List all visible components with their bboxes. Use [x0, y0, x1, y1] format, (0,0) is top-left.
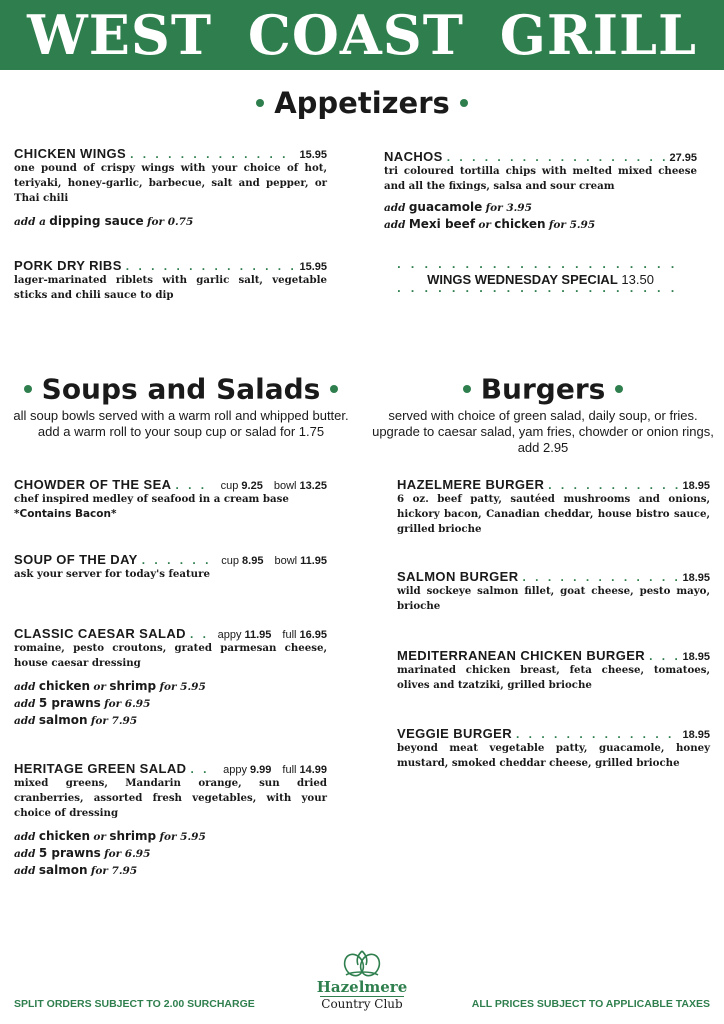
addon-line: add 5 prawns for 6.95: [14, 696, 151, 710]
burgers-intro: served with choice of green salad, daily soup, or fries. upgrade to caesar salad, yam fries, chowder or onion rings, add 2.95: [372, 408, 714, 455]
addon-list: [384, 199, 697, 233]
special-price: 13.50: [621, 272, 654, 287]
item-note: *Contains Bacon*: [14, 508, 117, 520]
bullet-dot-icon: [256, 99, 264, 107]
addon-line: add salmon for 7.95: [14, 863, 138, 877]
dotted-border: [397, 287, 684, 293]
item-name: HERITAGE GREEN SALAD: [14, 761, 187, 776]
footer-taxes: ALL PRICES SUBJECT TO APPLICABLE TAXES: [471, 998, 710, 1010]
burgers-title: Burgers: [362, 371, 724, 406]
item-name: NACHOS: [384, 149, 443, 164]
item-description: marinated chicken breast, feta cheese, tomatoes, olives and tzatziki, grilled brioche: [397, 664, 710, 691]
dot-leader: [175, 478, 213, 492]
item-description: ask your server for today's feature: [14, 568, 210, 580]
bullet-dot-icon: [24, 385, 32, 393]
addon-line: add a dipping sauce for 0.75: [14, 214, 194, 228]
dot-leader: [447, 150, 666, 164]
footer-split-orders: SPLIT ORDERS SUBJECT TO 2.00 SURCHARGE: [14, 998, 255, 1010]
menu-item-chicken-wings: [14, 146, 327, 230]
item-name: CHICKEN WINGS: [14, 146, 127, 161]
hazelnut-leaf-icon: [332, 947, 392, 979]
addon-line: add 5 prawns for 6.95: [14, 846, 151, 860]
soups-salads-intro: all soup bowls served with a warm roll and whipped butter. add a warm roll to your soup cup or salad for 1.75: [13, 408, 349, 439]
item-description: 6 oz. beef patty, sautéed mushrooms and onions, hickory bacon, Canadian cheddar, house bistro sauce, grilled brioche: [397, 493, 710, 535]
dotted-border: [397, 263, 684, 269]
item-description: tri coloured tortilla chips with melted mixed cheese and all the fixings, salsa and sour cream: [384, 165, 697, 192]
logo-wordmark: Hazelmere: [316, 978, 408, 996]
wings-wednesday-special: [397, 266, 684, 294]
addon-line: add salmon for 7.95: [14, 713, 138, 727]
item-price: 15.95: [299, 261, 327, 273]
menu-item-nachos: [384, 149, 697, 233]
menu-item-chowder: CHOWDER OF THE SEA . . . cup 9.25 bowl 13.25 chef inspired medley of seafood in a cream base *Contains Bacon*: [14, 477, 327, 522]
item-description: mixed greens, Mandarin orange, sun dried cranberries, assorted fresh vegetables, with your choice of dressing: [14, 777, 327, 819]
menu-item-veggie-burger: [397, 726, 710, 771]
menu-item-soup-of-the-day: SOUP OF THE DAY . . . cup 8.95 bowl 11.95 ask your server for today's feature: [14, 552, 327, 582]
menu-item-mediterranean-burger: [397, 648, 710, 693]
item-price: 15.95: [299, 149, 327, 161]
special-label: WINGS WEDNESDAY SPECIAL: [427, 272, 618, 287]
bullet-dot-icon: [463, 385, 471, 393]
item-name: VEGGIE BURGER: [397, 726, 512, 741]
dot-leader: [522, 570, 678, 584]
item-description: beyond meat vegetable patty, guacamole, honey mustard, smoked cheddar cheese, grilled brioche: [397, 742, 710, 769]
item-price: 27.95: [669, 152, 697, 164]
hazelmere-logo: [312, 947, 412, 1019]
item-description: chef inspired medley of seafood in a cream base: [14, 493, 289, 505]
appetizers-title: Appetizers: [0, 84, 724, 120]
logo-subtitle: Country Club: [321, 997, 403, 1011]
item-price: 18.95: [682, 480, 710, 492]
bullet-dot-icon: [460, 99, 468, 107]
item-price: 18.95: [682, 572, 710, 584]
bullet-dot-icon: [615, 385, 623, 393]
item-name: PORK DRY RIBS: [14, 258, 122, 273]
dot-leader: [649, 649, 678, 663]
item-name: CLASSIC CAESAR SALAD: [14, 626, 186, 641]
restaurant-name: WEST COAST GRILL: [27, 3, 697, 67]
addon-line: add chicken or shrimp for 5.95: [14, 829, 206, 843]
menu-item-heritage-green: HERITAGE GREEN SALAD . . . appy 9.99 full 14.99 mixed greens, Mandarin orange, sun dried cranberries, assorted fresh vegetables, with your choice of dressing add chicken or shrimp for 5.95 add 5 prawns for 6.95 add salmon for 7.95: [14, 761, 327, 879]
item-name: SOUP OF THE DAY: [14, 552, 138, 567]
menu-item-hazelmere-burger: [397, 477, 710, 537]
item-name: CHOWDER OF THE SEA: [14, 477, 172, 492]
item-price: 18.95: [682, 729, 710, 741]
dot-leader: [548, 478, 678, 492]
dot-leader: [190, 762, 216, 776]
item-name: MEDITERRANEAN CHICKEN BURGER: [397, 648, 646, 663]
dot-leader: [190, 627, 211, 641]
addon-list: [14, 213, 327, 230]
item-description: wild sockeye salmon fillet, goat cheese, pesto mayo, brioche: [397, 585, 710, 612]
item-name: SALMON BURGER: [397, 569, 519, 584]
bullet-dot-icon: [330, 385, 338, 393]
dot-leader: [516, 727, 678, 741]
dot-leader: [130, 147, 295, 161]
item-description: one pound of crispy wings with your choice of hot, teriyaki, honey-garlic, barbecue, salt and pepper, or Thai chili: [14, 162, 327, 204]
addon-list: [14, 678, 327, 729]
addon-line: add chicken or shrimp for 5.95: [14, 679, 206, 693]
dot-leader: [142, 553, 215, 567]
dot-leader: [126, 259, 296, 273]
addon-list: [14, 828, 327, 879]
item-price: 18.95: [682, 651, 710, 663]
addon-line: add guacamole for 3.95: [384, 200, 532, 214]
item-description: romaine, pesto croutons, grated parmesan cheese, house caesar dressing: [14, 642, 327, 669]
addon-line: add Mexi beef or chicken for 5.95: [384, 217, 596, 231]
menu-item-salmon-burger: [397, 569, 710, 614]
menu-item-pork-dry-ribs: [14, 258, 327, 303]
item-description: lager-marinated riblets with garlic salt, vegetable sticks and chili sauce to dip: [14, 274, 327, 301]
menu-item-classic-caesar: CLASSIC CAESAR SALAD . . . appy 11.95 full 16.95 romaine, pesto croutons, grated parmesan cheese, house caesar dressing add chicken or shrimp for 5.95 add 5 prawns for 6.95 add salmon for 7.95: [14, 626, 327, 729]
item-name: HAZELMERE BURGER: [397, 477, 545, 492]
header-banner: [0, 0, 724, 70]
soups-salads-title: Soups and Salads: [0, 371, 362, 406]
